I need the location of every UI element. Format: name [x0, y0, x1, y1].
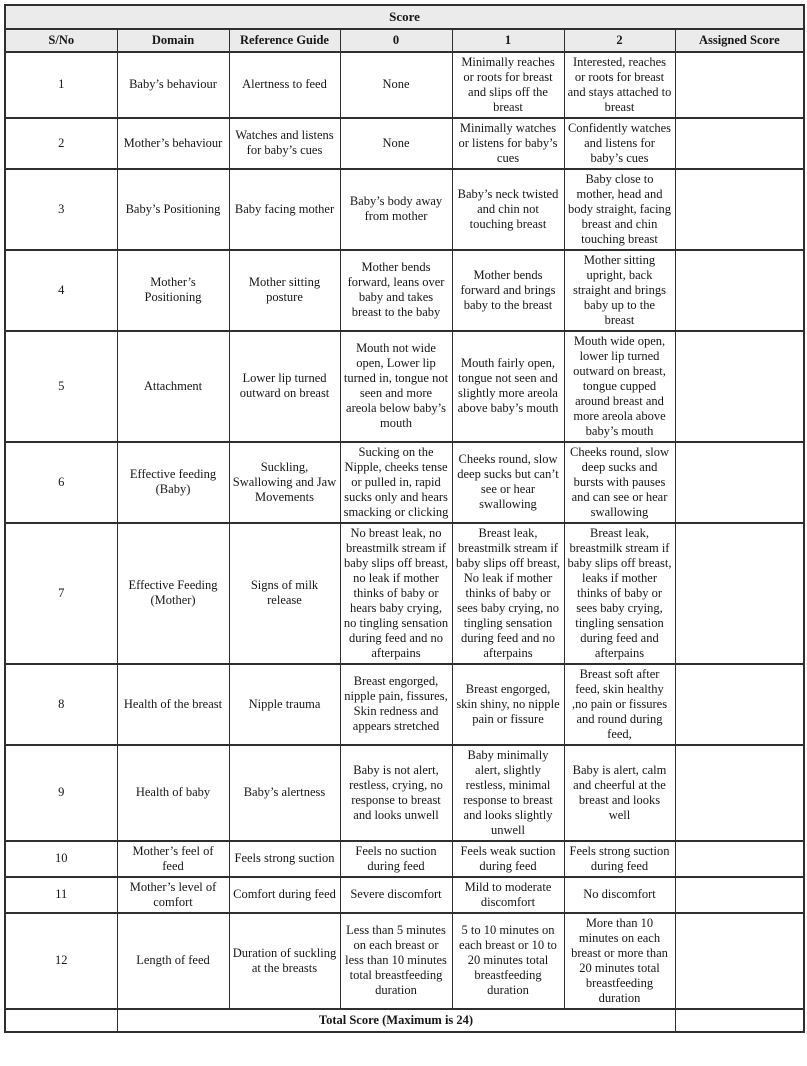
- score-0-cell: Severe discomfort: [340, 877, 452, 913]
- assigned-score-cell: [675, 169, 804, 250]
- column-header-row: [5, 29, 804, 52]
- score-1-cell: Minimally reaches or roots for breast and slips off the breast: [452, 52, 564, 118]
- score-1-cell: Breast engorged, skin shiny, no nipple pain or fissure: [452, 664, 564, 745]
- score-0-cell: Less than 5 minutes on each breast or less than 10 minutes total breastfeeding duration: [340, 913, 452, 1009]
- domain-cell: Attachment: [117, 331, 229, 442]
- assigned-score-cell: [675, 877, 804, 913]
- table-row: [5, 169, 804, 250]
- reference-guide-cell: Baby’s alertness: [229, 745, 340, 841]
- assigned-score-cell: [675, 118, 804, 169]
- domain-cell: Baby’s behaviour: [117, 52, 229, 118]
- col-header-score-2: 2: [564, 29, 675, 52]
- reference-guide-cell: Baby facing mother: [229, 169, 340, 250]
- table-row: [5, 913, 804, 1009]
- score-0-cell: None: [340, 118, 452, 169]
- domain-cell: Health of the breast: [117, 664, 229, 745]
- score-1-cell: Baby’s neck twisted and chin not touching breast: [452, 169, 564, 250]
- domain-cell: Effective feeding (Baby): [117, 442, 229, 523]
- reference-guide-cell: Signs of milk release: [229, 523, 340, 664]
- assigned-score-cell: [675, 250, 804, 331]
- assigned-score-cell: [675, 913, 804, 1009]
- table-row: [5, 442, 804, 523]
- domain-cell: Mother’s level of comfort: [117, 877, 229, 913]
- score-0-cell: Feels no suction during feed: [340, 841, 452, 877]
- table-row: [5, 523, 804, 664]
- table-title: Score: [5, 5, 804, 29]
- domain-cell: Length of feed: [117, 913, 229, 1009]
- table-row: [5, 331, 804, 442]
- total-score-row: [5, 1009, 804, 1032]
- table-body: [5, 52, 804, 1009]
- domain-cell: Mother’s Positioning: [117, 250, 229, 331]
- sno-cell: 7: [5, 523, 117, 664]
- score-0-cell: Mother bends forward, leans over baby and takes breast to the baby: [340, 250, 452, 331]
- col-header-domain: Domain: [117, 29, 229, 52]
- reference-guide-cell: Duration of suckling at the breasts: [229, 913, 340, 1009]
- table-row: [5, 877, 804, 913]
- score-2-cell: Mother sitting upright, back straight and brings baby up to the breast: [564, 250, 675, 331]
- score-0-cell: Sucking on the Nipple, cheeks tense or pulled in, rapid sucks only and hears smacking or clicking: [340, 442, 452, 523]
- score-1-cell: Minimally watches or listens for baby’s cues: [452, 118, 564, 169]
- score-0-cell: Breast engorged, nipple pain, fissures, Skin redness and appears stretched: [340, 664, 452, 745]
- sno-cell: 4: [5, 250, 117, 331]
- table-row: [5, 250, 804, 331]
- table-row: [5, 841, 804, 877]
- sno-cell: 11: [5, 877, 117, 913]
- score-0-cell: None: [340, 52, 452, 118]
- assigned-score-cell: [675, 841, 804, 877]
- score-0-cell: Baby is not alert, restless, crying, no response to breast and looks unwell: [340, 745, 452, 841]
- assigned-score-cell: [675, 664, 804, 745]
- sno-cell: 2: [5, 118, 117, 169]
- score-2-cell: Confidently watches and listens for baby’s cues: [564, 118, 675, 169]
- score-1-cell: Cheeks round, slow deep sucks but can’t see or hear swallowing: [452, 442, 564, 523]
- score-2-cell: More than 10 minutes on each breast or more than 20 minutes total breastfeeding duration: [564, 913, 675, 1009]
- sno-cell: 12: [5, 913, 117, 1009]
- score-1-cell: Baby minimally alert, slightly restless, minimal response to breast and looks slightly unwell: [452, 745, 564, 841]
- score-1-cell: Mother bends forward and brings baby to the breast: [452, 250, 564, 331]
- domain-cell: Mother’s feel of feed: [117, 841, 229, 877]
- score-2-cell: Baby is alert, calm and cheerful at the breast and looks well: [564, 745, 675, 841]
- reference-guide-cell: Suckling, Swallowing and Jaw Movements: [229, 442, 340, 523]
- col-header-reference-guide: Reference Guide: [229, 29, 340, 52]
- score-2-cell: Cheeks round, slow deep sucks and bursts with pauses and can see or hear swallowing: [564, 442, 675, 523]
- col-header-sno: S/No: [5, 29, 117, 52]
- assigned-score-cell: [675, 745, 804, 841]
- score-2-cell: No discomfort: [564, 877, 675, 913]
- col-header-score-0: 0: [340, 29, 452, 52]
- reference-guide-cell: Alertness to feed: [229, 52, 340, 118]
- assigned-score-cell: [675, 331, 804, 442]
- reference-guide-cell: Watches and listens for baby’s cues: [229, 118, 340, 169]
- table-title-row: [5, 5, 804, 29]
- table-foot: [5, 1009, 804, 1032]
- total-sno-cell: [5, 1009, 117, 1032]
- score-1-cell: Mouth fairly open, tongue not seen and slightly more areola above baby’s mouth: [452, 331, 564, 442]
- total-score-label: Total Score (Maximum is 24): [117, 1009, 675, 1032]
- col-header-score-1: 1: [452, 29, 564, 52]
- score-1-cell: Mild to moderate discomfort: [452, 877, 564, 913]
- domain-cell: Mother’s behaviour: [117, 118, 229, 169]
- table-row: [5, 52, 804, 118]
- score-1-cell: Breast leak, breastmilk stream if baby slips off breast, No leak if mother thinks of baby or sees baby crying, no tingling sensation during feed and no afterpains: [452, 523, 564, 664]
- reference-guide-cell: Feels strong suction: [229, 841, 340, 877]
- domain-cell: Baby’s Positioning: [117, 169, 229, 250]
- table-head: [5, 5, 804, 52]
- reference-guide-cell: Comfort during feed: [229, 877, 340, 913]
- reference-guide-cell: Mother sitting posture: [229, 250, 340, 331]
- score-2-cell: Feels strong suction during feed: [564, 841, 675, 877]
- table-row: [5, 664, 804, 745]
- score-1-cell: Feels weak suction during feed: [452, 841, 564, 877]
- col-header-assigned-score: Assigned Score: [675, 29, 804, 52]
- score-1-cell: 5 to 10 minutes on each breast or 10 to 20 minutes total breastfeeding duration: [452, 913, 564, 1009]
- breastfeeding-score-table: [4, 4, 805, 1033]
- assigned-score-cell: [675, 52, 804, 118]
- sno-cell: 9: [5, 745, 117, 841]
- score-2-cell: Breast leak, breastmilk stream if baby slips off breast, leaks if mother thinks of baby or sees baby crying, tingling sensation during feed and afterpains: [564, 523, 675, 664]
- score-0-cell: Baby’s body away from mother: [340, 169, 452, 250]
- sno-cell: 3: [5, 169, 117, 250]
- total-assigned-score-cell: [675, 1009, 804, 1032]
- assigned-score-cell: [675, 523, 804, 664]
- reference-guide-cell: Lower lip turned outward on breast: [229, 331, 340, 442]
- assigned-score-cell: [675, 442, 804, 523]
- score-0-cell: No breast leak, no breastmilk stream if baby slips off breast, no leak if mother thinks of baby or hears baby crying, no tingling sensation during feed and no afterpains: [340, 523, 452, 664]
- domain-cell: Effective Feeding (Mother): [117, 523, 229, 664]
- score-2-cell: Breast soft after feed, skin healthy ,no pain or fissures and round during feed,: [564, 664, 675, 745]
- sno-cell: 8: [5, 664, 117, 745]
- sno-cell: 6: [5, 442, 117, 523]
- sno-cell: 5: [5, 331, 117, 442]
- domain-cell: Health of baby: [117, 745, 229, 841]
- table-row: [5, 118, 804, 169]
- score-2-cell: Baby close to mother, head and body straight, facing breast and chin touching breast: [564, 169, 675, 250]
- reference-guide-cell: Nipple trauma: [229, 664, 340, 745]
- score-2-cell: Interested, reaches or roots for breast and stays attached to breast: [564, 52, 675, 118]
- score-0-cell: Mouth not wide open, Lower lip turned in, tongue not seen and more areola below baby’s mouth: [340, 331, 452, 442]
- sno-cell: 10: [5, 841, 117, 877]
- score-2-cell: Mouth wide open, lower lip turned outward on breast, tongue cupped around breast and more areola above baby’s mouth: [564, 331, 675, 442]
- table-row: [5, 745, 804, 841]
- sno-cell: 1: [5, 52, 117, 118]
